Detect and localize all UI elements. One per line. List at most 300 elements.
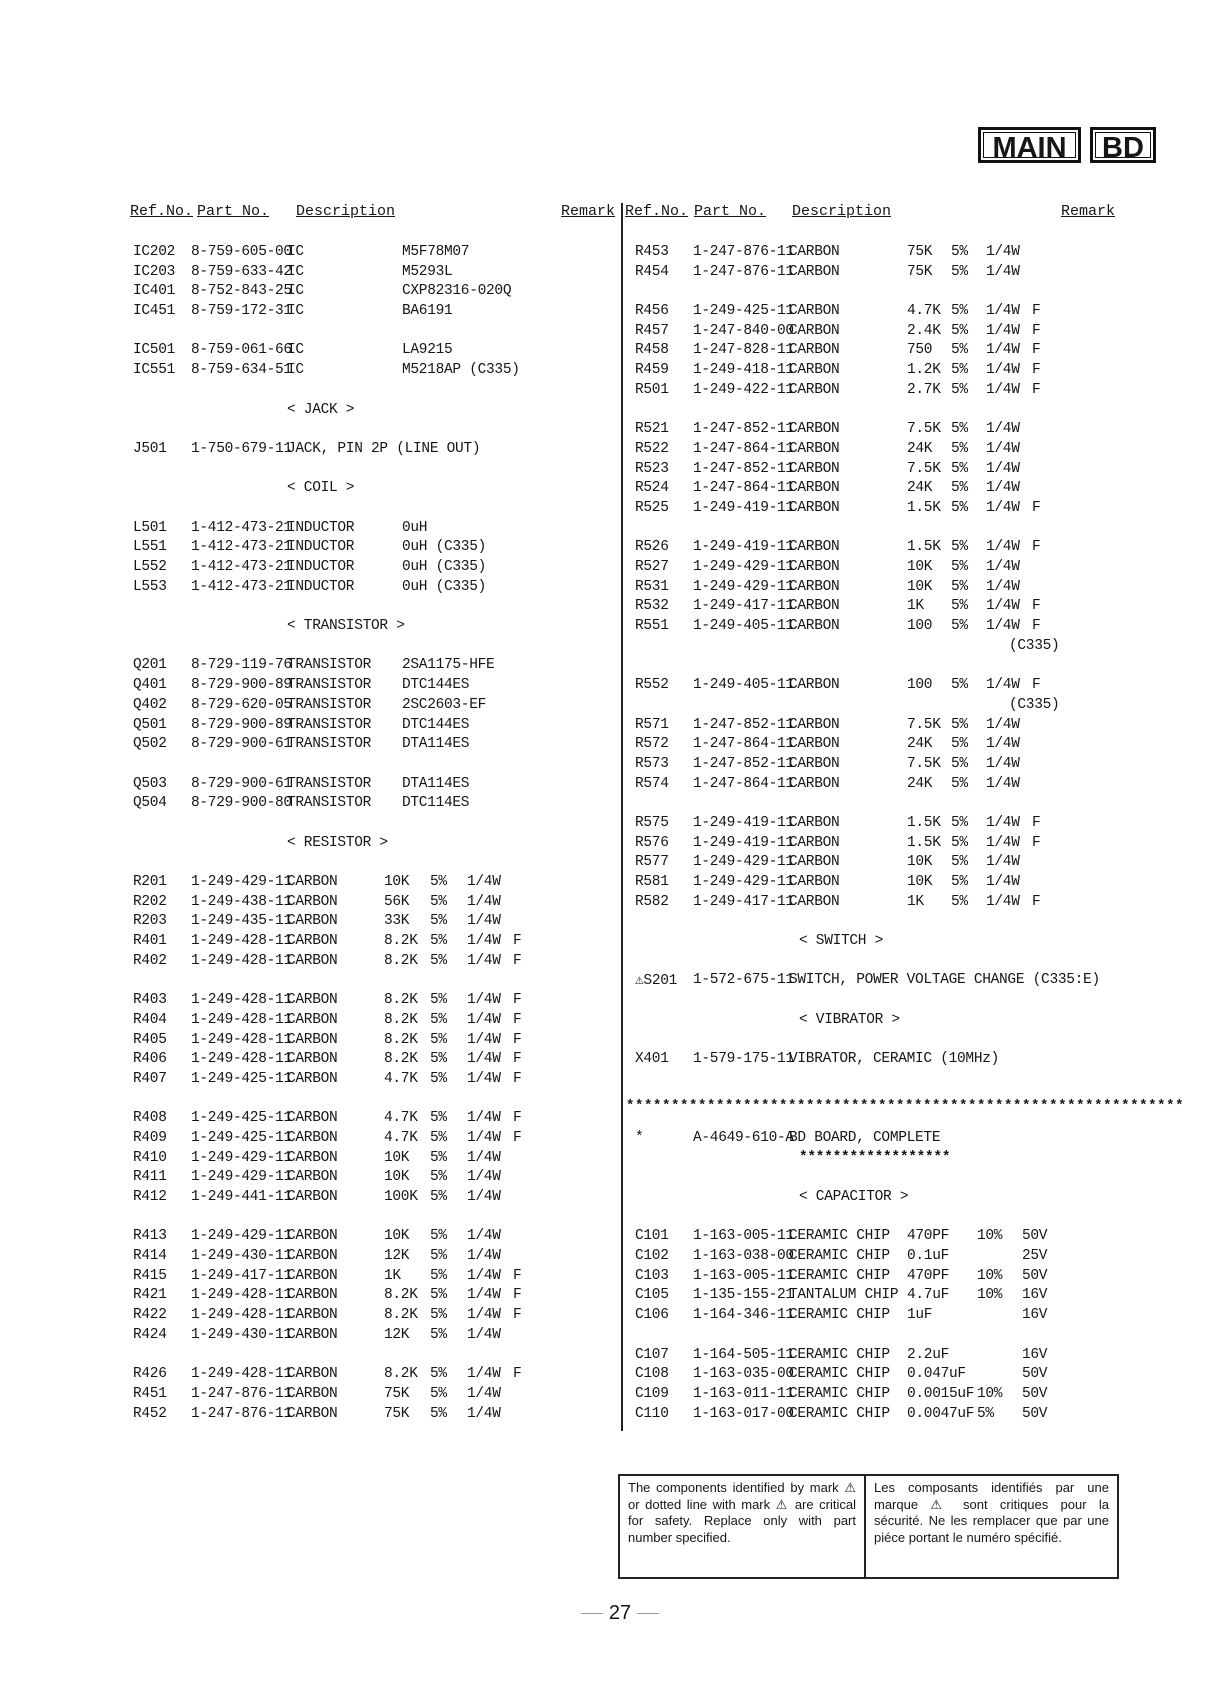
value: 10K — [384, 1149, 410, 1166]
resistor-row — [130, 1248, 610, 1268]
wattage: 1/4W — [986, 381, 1020, 398]
part-no: 1-247-852-11 — [693, 421, 794, 438]
remark: F — [1032, 618, 1041, 635]
value: 10K — [384, 1169, 410, 1186]
description: CARBON — [789, 539, 840, 556]
description: CARBON — [789, 440, 840, 457]
description: CARBON — [789, 480, 840, 497]
value: 7.5K — [907, 460, 941, 477]
spacer — [130, 815, 610, 835]
description: BD BOARD, COMPLETE — [789, 1129, 941, 1146]
spacer — [624, 1032, 1124, 1052]
tolerance: 5% — [430, 1366, 447, 1383]
wattage: 1/4W — [986, 362, 1020, 379]
ref-no: R405 — [133, 1031, 167, 1048]
spacer — [130, 756, 610, 776]
tolerance: 5% — [430, 1385, 447, 1402]
part-row — [130, 303, 610, 323]
description: CARBON — [789, 578, 840, 595]
remark: F — [1032, 598, 1041, 615]
tolerance: 5% — [951, 539, 968, 556]
ref-no: R424 — [133, 1326, 167, 1343]
description: INDUCTOR — [287, 578, 355, 595]
ref-no: R571 — [635, 716, 669, 733]
value: 4.7K — [384, 1110, 418, 1127]
description: TANTALUM CHIP — [789, 1287, 899, 1304]
tolerance: 5% — [430, 874, 447, 890]
tolerance: 5% — [430, 933, 447, 950]
section-heading — [130, 402, 610, 422]
wattage: 1/4W — [467, 1326, 501, 1343]
remark: F — [513, 952, 522, 969]
value: 75K — [907, 263, 933, 280]
value: 0uH (C335) — [402, 539, 487, 556]
description-header: Description — [296, 203, 396, 220]
value: 100 — [907, 618, 933, 635]
description: CARBON — [287, 1366, 338, 1383]
spacer — [130, 461, 610, 481]
resistor-row — [130, 1110, 610, 1130]
capacitor-row — [624, 1268, 1124, 1288]
sub-stars-row — [624, 1150, 1124, 1170]
ref-no: Q502 — [133, 736, 167, 753]
part-no: 1-412-473-21 — [191, 559, 292, 575]
description: CARBON — [789, 460, 840, 477]
value: 8.2K — [384, 1011, 418, 1028]
value: 24K — [907, 775, 933, 792]
section-heading — [130, 618, 610, 638]
wattage: 1/4W — [986, 499, 1020, 516]
part-row — [130, 795, 610, 815]
remark: F — [1032, 342, 1041, 359]
tolerance: 5% — [951, 775, 968, 792]
description: IC — [287, 303, 304, 320]
value: 75K — [384, 1385, 410, 1402]
spacer — [624, 1169, 1124, 1189]
tolerance: 5% — [951, 834, 968, 851]
remark: F — [513, 1267, 522, 1284]
remark: F — [1032, 322, 1041, 339]
spacer — [624, 283, 1124, 303]
part-no: 1-249-429-11 — [191, 1169, 292, 1186]
ref-no: Q501 — [133, 716, 167, 733]
remark: F — [1032, 834, 1041, 851]
resistor-row — [624, 421, 1124, 441]
value: 2SC2603-EF — [402, 696, 487, 713]
description: CARBON — [789, 244, 840, 260]
ref-no: R552 — [635, 677, 669, 694]
value: 1.5K — [907, 814, 941, 831]
value: 10K — [384, 1228, 410, 1245]
tolerance: 10% — [977, 1228, 1003, 1245]
tolerance: 5% — [951, 755, 968, 772]
tolerance: 5% — [951, 598, 968, 615]
resistor-row — [624, 342, 1124, 362]
part-no: 1-249-425-11 — [191, 1070, 292, 1087]
part-no: 1-163-017-00 — [693, 1405, 794, 1422]
wattage: 1/4W — [467, 1287, 501, 1304]
part-no: 1-249-419-11 — [693, 499, 794, 516]
tolerance: 5% — [430, 992, 447, 1009]
part-no: 1-249-418-11 — [693, 362, 794, 379]
description: TRANSISTOR — [287, 696, 372, 713]
description: CARBON — [287, 933, 338, 950]
capacitor-row — [624, 1347, 1124, 1367]
value: 12K — [384, 1326, 410, 1343]
part-no: 1-163-035-00 — [693, 1366, 794, 1383]
value: 8.2K — [384, 1307, 418, 1324]
ref-no: R551 — [635, 618, 669, 635]
resistor-row — [130, 1386, 610, 1406]
wattage: 1/4W — [467, 1307, 501, 1324]
spacer — [624, 992, 1124, 1012]
description: CARBON — [789, 814, 840, 831]
wattage: 1/4W — [986, 480, 1020, 497]
remark: F — [513, 992, 522, 1009]
wattage: 1/4W — [986, 893, 1020, 910]
resistor-row — [624, 874, 1124, 894]
section-heading — [130, 480, 610, 500]
ref-no: R521 — [635, 421, 669, 438]
part-row — [130, 441, 610, 461]
part-no: 1-249-419-11 — [693, 814, 794, 831]
description: TRANSISTOR — [287, 677, 372, 694]
wattage: 1/4W — [986, 263, 1020, 280]
ref-no: R457 — [635, 322, 669, 339]
tolerance: 5% — [430, 1405, 447, 1422]
value: 8.2K — [384, 933, 418, 950]
value: 8.2K — [384, 1287, 418, 1304]
part-no: 1-247-864-11 — [693, 440, 794, 457]
part-no: 1-249-417-11 — [191, 1267, 292, 1284]
description: CARBON — [287, 1051, 338, 1068]
remark-note-row — [624, 697, 1124, 717]
value: 1.5K — [907, 499, 941, 516]
resistor-row — [624, 736, 1124, 756]
ref-no: R414 — [133, 1248, 167, 1265]
tolerance: 5% — [430, 1051, 447, 1068]
description: IC — [287, 362, 304, 379]
value: 8.2K — [384, 1031, 418, 1048]
wattage: 1/4W — [986, 834, 1020, 851]
wattage: 1/4W — [467, 1189, 501, 1205]
part-no: 1-249-428-11 — [191, 1011, 292, 1028]
tolerance: 5% — [430, 1228, 447, 1245]
wattage: 1/4W — [986, 559, 1020, 575]
value: DTC144ES — [402, 677, 470, 694]
resistor-row — [624, 579, 1124, 599]
part-row — [130, 559, 610, 579]
part-no: 1-249-428-11 — [191, 952, 292, 969]
sub-stars: ****************** — [799, 1149, 951, 1166]
value: 1uF — [907, 1307, 933, 1324]
tolerance: 5% — [951, 381, 968, 398]
part-no: 1-249-428-11 — [191, 1051, 292, 1068]
resistor-row — [624, 500, 1124, 520]
description: CARBON — [789, 677, 840, 694]
ref-no: R572 — [635, 736, 669, 753]
spacer — [130, 638, 610, 658]
part-no: 1-249-430-11 — [191, 1326, 292, 1343]
resistor-row — [130, 933, 610, 953]
section-heading — [130, 835, 610, 855]
description: CARBON — [287, 1149, 338, 1166]
ref-no: R409 — [133, 1129, 167, 1146]
part-row — [130, 264, 610, 284]
value: 1.2K — [907, 362, 941, 379]
part-no-header: Part No. — [197, 203, 270, 220]
voltage: 16V — [1022, 1346, 1048, 1363]
part-no: 1-164-346-11 — [693, 1307, 794, 1324]
resistor-row — [624, 382, 1124, 402]
part-row — [130, 244, 610, 264]
part-no: 1-249-428-11 — [191, 1287, 292, 1304]
resistor-row — [624, 303, 1124, 323]
spacer — [130, 421, 610, 441]
resistor-row — [624, 461, 1124, 481]
resistor-row — [130, 894, 610, 914]
description: CARBON — [287, 874, 338, 890]
ref-no: C108 — [635, 1366, 669, 1383]
resistor-row — [624, 323, 1124, 343]
tolerance: 5% — [430, 1149, 447, 1166]
remark-header: Remark — [1061, 203, 1116, 220]
wattage: 1/4W — [467, 1051, 501, 1068]
remark: F — [513, 1031, 522, 1048]
resistor-row — [624, 539, 1124, 559]
part-no: 1-249-417-11 — [693, 598, 794, 615]
ref-no: R454 — [635, 263, 669, 280]
ref-no-header: Ref.No. — [130, 203, 194, 220]
description: CERAMIC CHIP — [789, 1248, 890, 1265]
description: CARBON — [789, 499, 840, 516]
spacer — [624, 953, 1124, 973]
wattage: 1/4W — [986, 716, 1020, 733]
ref-no: R452 — [133, 1405, 167, 1422]
description: CARBON — [789, 854, 840, 871]
description: CARBON — [789, 322, 840, 339]
ref-no: R422 — [133, 1307, 167, 1324]
part-no: 1-249-428-11 — [191, 1031, 292, 1048]
spacer — [130, 382, 610, 402]
remark: F — [513, 1287, 522, 1304]
resistor-row — [130, 1228, 610, 1248]
part-no: 1-247-876-11 — [191, 1405, 292, 1422]
part-no: 1-249-430-11 — [191, 1248, 292, 1265]
ref-no: R582 — [635, 893, 669, 910]
part-no: 1-249-429-11 — [693, 578, 794, 595]
description: SWITCH, POWER VOLTAGE CHANGE (C335:E) — [789, 972, 1100, 989]
value: 470PF — [907, 1228, 950, 1245]
value: 10K — [907, 874, 933, 890]
ref-no: C109 — [635, 1385, 669, 1402]
part-no: 8-759-634-51 — [191, 362, 292, 379]
resistor-row — [130, 992, 610, 1012]
spacer — [624, 795, 1124, 815]
tolerance: 5% — [951, 244, 968, 260]
resistor-row — [624, 677, 1124, 697]
wattage: 1/4W — [467, 1405, 501, 1422]
description: CARBON — [287, 1070, 338, 1087]
spacer — [130, 323, 610, 343]
description: CARBON — [287, 1326, 338, 1343]
ref-no: R411 — [133, 1169, 167, 1186]
remark-note-row — [624, 638, 1124, 658]
part-no: 1-249-419-11 — [693, 539, 794, 556]
description: CARBON — [789, 303, 840, 320]
part-no: 8-729-900-89 — [191, 677, 292, 694]
ref-no: R407 — [133, 1070, 167, 1087]
part-no: 1-249-438-11 — [191, 893, 292, 910]
part-row — [130, 283, 610, 303]
description: CARBON — [287, 1169, 338, 1186]
resistor-row — [130, 1268, 610, 1288]
right-parts-list — [624, 244, 1124, 1425]
description: CARBON — [287, 1031, 338, 1048]
ref-no: R522 — [635, 440, 669, 457]
wattage: 1/4W — [467, 1169, 501, 1186]
spacer — [624, 657, 1124, 677]
part-no: 1-249-429-11 — [693, 854, 794, 871]
wattage: 1/4W — [467, 1267, 501, 1284]
tolerance: 5% — [951, 342, 968, 359]
part-no: A-4649-610-A — [693, 1129, 794, 1146]
spacer — [130, 500, 610, 520]
remark: F — [1032, 303, 1041, 320]
spacer — [130, 1347, 610, 1367]
value: 2.7K — [907, 381, 941, 398]
value: 2.2uF — [907, 1346, 950, 1363]
ref-no: Q402 — [133, 696, 167, 713]
spacer — [624, 520, 1124, 540]
spacer — [130, 972, 610, 992]
description-header: Description — [792, 203, 892, 220]
part-no-header: Part No. — [694, 203, 767, 220]
ref-no: R456 — [635, 303, 669, 320]
remark: F — [1032, 539, 1041, 556]
ref-no: IC551 — [133, 362, 176, 379]
wattage: 1/4W — [467, 1385, 501, 1402]
ref-no: IC202 — [133, 244, 176, 260]
ref-no: C110 — [635, 1405, 669, 1422]
description: CARBON — [789, 736, 840, 753]
description: CARBON — [287, 1248, 338, 1265]
description: CARBON — [789, 381, 840, 398]
ref-no: R426 — [133, 1366, 167, 1383]
ref-no: * — [635, 1129, 644, 1146]
wattage: 1/4W — [986, 677, 1020, 694]
description: CERAMIC CHIP — [789, 1346, 890, 1363]
tolerance: 10% — [977, 1385, 1003, 1402]
remark: F — [513, 1366, 522, 1383]
tolerance: 10% — [977, 1267, 1003, 1284]
wattage: 1/4W — [986, 244, 1020, 260]
part-no: 1-249-405-11 — [693, 677, 794, 694]
tolerance: 5% — [951, 263, 968, 280]
capacitor-row — [624, 1248, 1124, 1268]
value: BA6191 — [402, 303, 453, 320]
part-no: 8-729-900-61 — [191, 775, 292, 792]
section-heading — [624, 933, 1124, 953]
wattage: 1/4W — [986, 342, 1020, 359]
wattage: 1/4W — [986, 578, 1020, 595]
safety-note — [618, 1474, 1119, 1579]
tolerance: 5% — [951, 618, 968, 635]
wattage: 1/4W — [467, 1248, 501, 1265]
page-number — [560, 1602, 680, 1625]
wattage: 1/4W — [986, 303, 1020, 320]
part-no: 1-249-429-11 — [191, 1228, 292, 1245]
section-heading — [624, 1012, 1124, 1032]
wattage: 1/4W — [986, 618, 1020, 635]
part-no: 8-729-900-89 — [191, 716, 292, 733]
ref-no: R401 — [133, 933, 167, 950]
wattage: 1/4W — [986, 460, 1020, 477]
ref-no: R575 — [635, 814, 669, 831]
ref-no: IC203 — [133, 263, 176, 280]
value: 4.7K — [384, 1129, 418, 1146]
part-no: 1-247-876-11 — [693, 263, 794, 280]
description: INDUCTOR — [287, 519, 355, 536]
tolerance: 5% — [430, 1070, 447, 1087]
tolerance: 5% — [951, 677, 968, 694]
tolerance: 5% — [430, 1326, 447, 1343]
tolerance: 5% — [951, 480, 968, 497]
description: IC — [287, 342, 304, 359]
ref-no: R577 — [635, 854, 669, 871]
resistor-row — [624, 894, 1124, 914]
remark: F — [1032, 893, 1041, 910]
description: CERAMIC CHIP — [789, 1228, 890, 1245]
resistor-row — [130, 1327, 610, 1347]
remark: F — [513, 1011, 522, 1028]
part-no: 1-247-852-11 — [693, 755, 794, 772]
value: 0uH — [402, 519, 428, 536]
tolerance: 5% — [951, 578, 968, 595]
ref-no: R531 — [635, 578, 669, 595]
description: JACK, PIN 2P (LINE OUT) — [287, 440, 481, 457]
ref-no: R501 — [635, 381, 669, 398]
value: 10K — [907, 559, 933, 575]
ref-no: J501 — [133, 440, 167, 457]
part-no: 1-249-405-11 — [693, 618, 794, 635]
section-label: < TRANSISTOR > — [287, 618, 405, 635]
value: 0.1uF — [907, 1248, 950, 1265]
safety-note-french: Les composants identifiés par une marque ⚠ sont critiques pour la sécurité. Ne les remplacer que par une piéce portant le numéro spécifié. — [874, 1480, 1109, 1545]
description: CARBON — [789, 362, 840, 379]
remark-note: (C335) — [1009, 637, 1060, 654]
remark-note: (C335) — [1009, 696, 1060, 713]
part-no: 1-249-422-11 — [693, 381, 794, 398]
wattage: 1/4W — [467, 1031, 501, 1048]
description: CARBON — [789, 893, 840, 910]
value: 470PF — [907, 1267, 950, 1284]
wattage: 1/4W — [467, 1228, 501, 1245]
section-label: < SWITCH > — [799, 933, 884, 950]
ref-no: R526 — [635, 539, 669, 556]
section-label: < JACK > — [287, 401, 355, 418]
tolerance: 5% — [430, 1267, 447, 1284]
description: CARBON — [287, 1307, 338, 1324]
remark: F — [513, 1129, 522, 1146]
section-label: < RESISTOR > — [287, 834, 388, 851]
description: CARBON — [287, 893, 338, 910]
tolerance: 5% — [951, 421, 968, 438]
spacer — [624, 402, 1124, 422]
spacer — [130, 1091, 610, 1111]
value: 8.2K — [384, 1366, 418, 1383]
wattage: 1/4W — [986, 598, 1020, 615]
